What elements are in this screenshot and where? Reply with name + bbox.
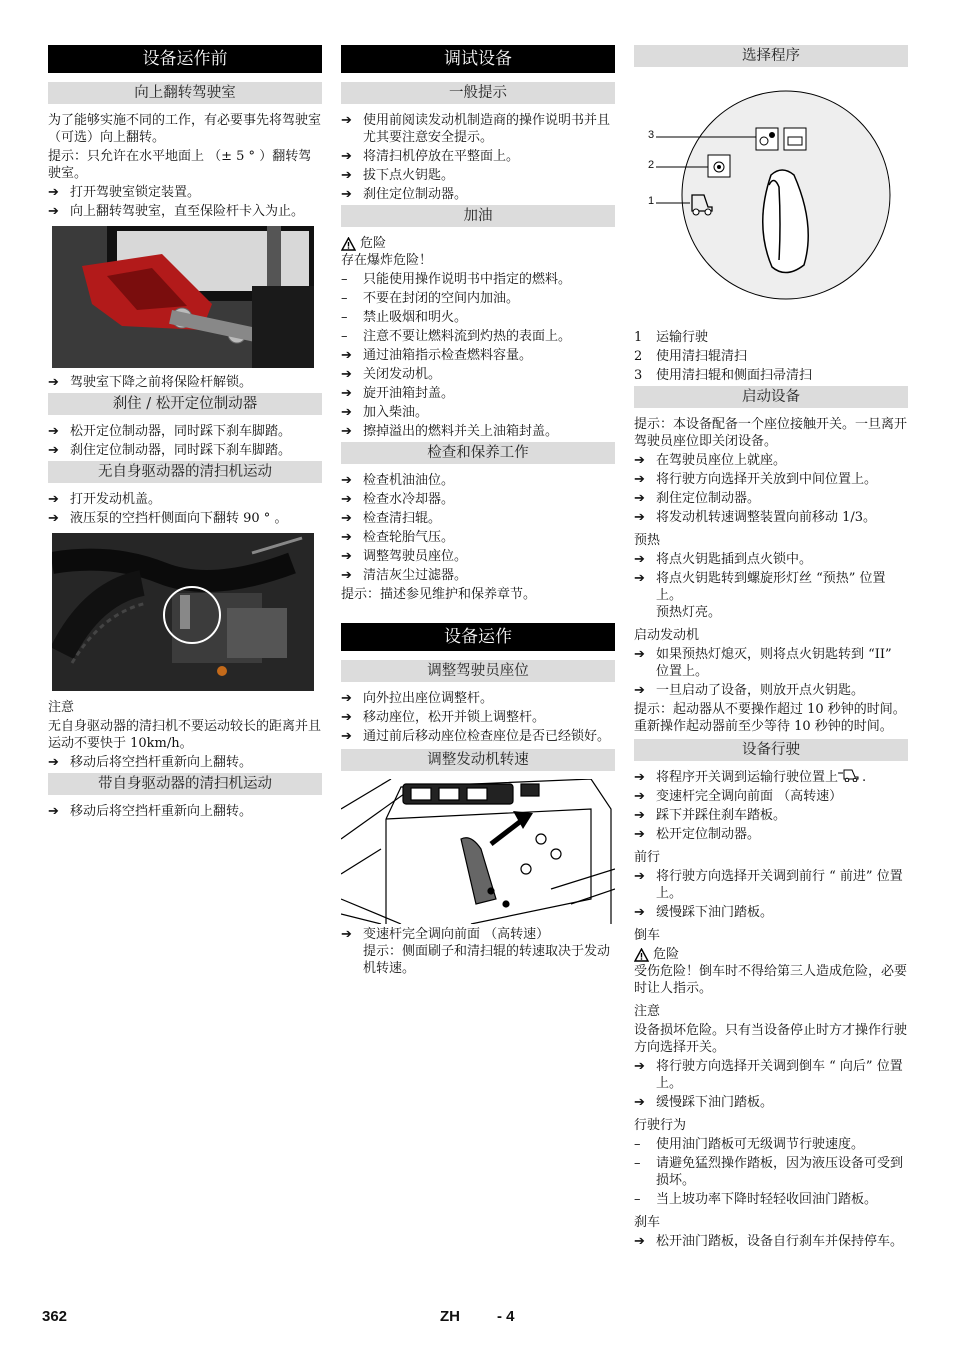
arrow-icon: ➔	[634, 453, 645, 468]
warning-text: 存在爆炸危险！	[341, 253, 433, 268]
arrow-icon: ➔	[48, 443, 59, 458]
arrow-icon: ➔	[341, 473, 352, 488]
arrow-icon: ➔	[48, 204, 59, 219]
danger-label: 危险	[341, 235, 615, 252]
subheading: 加油	[341, 205, 615, 227]
driving-behavior-label: 行驶行为	[634, 1118, 687, 1133]
arrow-icon: ➔	[634, 1095, 645, 1110]
list-item: ➔ 旋开油箱封盖。	[341, 386, 455, 401]
list-item: ➔ 刹住定位制动器。	[341, 187, 468, 202]
list-item: ➔ 清洁灰尘过滤器。	[341, 568, 468, 583]
subheading: 启动设备	[634, 386, 908, 408]
reverse-label: 倒车	[634, 928, 661, 943]
list-item: ➔ 打开驾驶室锁定装置。	[48, 185, 201, 200]
list-item: ➔ 将清扫机停放在平整面上。	[341, 149, 520, 164]
hint: 提示：本设备配备一个座位接触开关。一旦离开驾驶员座位即关闭设备。	[634, 417, 908, 449]
preheat-label: 预热	[634, 533, 661, 548]
list-item: ➔ 变速杆完全调向前面 （高转速）	[634, 789, 843, 804]
arrow-icon: ➔	[634, 789, 645, 804]
list-item: ➔ 将行驶方向选择开关放到中间位置上。	[634, 472, 878, 487]
arrow-icon: ➔	[48, 185, 59, 200]
arrow-icon: ➔	[341, 927, 352, 942]
arrow-icon: ➔	[634, 1059, 645, 1074]
list-item: ➔ 液压泵的空挡杆侧面向下翻转 90 ° 。	[48, 511, 288, 526]
dial-label-2: 2	[648, 159, 655, 171]
list-item: ➔ 向外拉出座位调整杆。	[341, 691, 494, 706]
arrow-icon: ➔	[634, 647, 645, 662]
list-item: ➔ 在驾驶员座位上就座。	[634, 453, 787, 468]
sweeper-roller-icon	[708, 155, 730, 177]
arrow-icon: ➔	[341, 424, 352, 439]
arrow-icon: ➔	[634, 808, 645, 823]
list-item: 2 使用清扫辊清扫	[634, 349, 748, 364]
arrow-icon: ➔	[48, 375, 59, 390]
section-title: 设备运作	[341, 623, 615, 651]
arrow-icon: ➔	[634, 1234, 645, 1249]
arrow-icon: ➔	[341, 187, 352, 202]
list-item: ➔ 将行驶方向选择开关调到倒车 “ 向后” 位置上。	[634, 1059, 903, 1091]
list-item: ➔ 刹住定位制动器。	[634, 491, 761, 506]
note-label: 注意	[634, 1004, 661, 1019]
list-item: ➔ 如果预热灯熄灭，则将点火钥匙转到 “II” 位置上。	[634, 647, 892, 679]
warning-icon	[634, 948, 649, 962]
arrow-icon: ➔	[634, 510, 645, 525]
transport-drive-icon	[838, 769, 862, 782]
cab-lock-photo	[52, 226, 314, 368]
list-item: ➔ 缓慢踩下油门踏板。	[634, 905, 774, 920]
arrow-icon: ➔	[341, 691, 352, 706]
subheading: 调整发动机转速	[341, 749, 615, 771]
program-dial-diagram	[634, 75, 908, 323]
list-item: ➔ 松开定位制动器。	[634, 827, 761, 842]
danger-text: 受伤危险！倒车时不得给第三人造成危险，必要时让人指示。	[634, 964, 908, 996]
forward-label: 前行	[634, 850, 661, 865]
danger-label: 危险	[634, 946, 908, 963]
arrow-icon: ➔	[634, 683, 645, 698]
arrow-icon: ➔	[341, 168, 352, 183]
list-item: ➔ 将行驶方向选择开关调到前行 “ 前进” 位置上。	[634, 869, 903, 901]
list-item: ➔ 踩下并踩住刹车踏板。	[634, 808, 787, 823]
list-item: ➔ 向上翻转驾驶室，直至保险杆卡入为止。	[48, 204, 305, 219]
arrow-icon: ➔	[341, 568, 352, 583]
subheading: 选择程序	[634, 45, 908, 67]
subheading: 无自身驱动器的清扫机运动	[48, 461, 322, 483]
section-title: 调试设备	[341, 45, 615, 73]
list-item: ➔ 检查轮胎气压。	[341, 530, 455, 545]
list-item: ➔ 松开定位制动器，同时踩下刹车脚踏。	[48, 424, 292, 439]
list-item: ➔ 将点火钥匙转到螺旋形灯丝 “预热” 位置上。 预热灯亮。	[634, 571, 886, 620]
list-item: ➔ 移动后将空挡杆重新向上翻转。	[48, 755, 253, 770]
list-item: ➔ 加入柴油。	[341, 405, 429, 420]
arrow-icon: ➔	[341, 149, 352, 164]
arrow-icon: ➔	[341, 405, 352, 420]
arrow-icon: ➔	[48, 804, 59, 819]
note: 无自身驱动器的清扫机不要运动较长的距离并且运动不要快于 10km/h。	[48, 719, 322, 751]
list-item: ➔ 通过油箱指示检查燃料容量。	[341, 348, 533, 363]
brake-label: 刹车	[634, 1215, 661, 1230]
list-item: – 当上坡功率下降时轻轻收回油门踏板。	[634, 1192, 878, 1207]
list-item: ➔ 关闭发动机。	[341, 367, 442, 382]
arrow-icon: ➔	[341, 386, 352, 401]
list-item: ➔ 打开发动机盖。	[48, 492, 162, 507]
list-item: 1 运输行驶	[634, 330, 709, 345]
arrow-icon: ➔	[341, 348, 352, 363]
arrow-icon: ➔	[634, 770, 645, 785]
list-item: ➔ 拔下点火钥匙。	[341, 168, 455, 183]
dial-label-3: 3	[648, 129, 655, 141]
list-item: ➔ 刹住定位制动器，同时踩下刹车脚踏。	[48, 443, 292, 458]
arrow-icon: ➔	[634, 571, 645, 586]
list-item: – 使用油门踏板可无级调节行驶速度。	[634, 1137, 865, 1152]
column-3	[634, 45, 908, 1252]
arrow-icon: ➔	[634, 827, 645, 842]
list-item: ➔ 检查清扫辊。	[341, 511, 442, 526]
language-code: ZH	[440, 1308, 460, 1325]
list-item: ➔ 变速杆完全调向前面 （高转速） 提示：侧面刷子和清扫辊的转速取决于发动机转速。	[341, 927, 611, 976]
note: 设备损坏危险。只有当设备停止时方才操作行驶方向选择开关。	[634, 1023, 908, 1055]
section-title: 设备运作前	[48, 45, 322, 73]
arrow-icon: ➔	[634, 491, 645, 506]
dial-label-1: 1	[648, 195, 655, 207]
list-item: ➔ 将程序开关调到运输行驶位置上 .	[634, 770, 867, 785]
arrow-icon: ➔	[341, 367, 352, 382]
note-label: 注意	[48, 700, 75, 715]
list-item: ➔ 检查水冷却器。	[341, 492, 455, 507]
list-item: ➔ 移动后将空挡杆重新向上翻转。	[48, 804, 253, 819]
list-item: ➔ 松开油门踏板，设备自行刹车并保持停车。	[634, 1234, 904, 1249]
subheading: 设备行驶	[634, 739, 908, 761]
subheading: 调整驾驶员座位	[341, 660, 615, 682]
list-item: ➔ 将发动机转速调整装置向前移动 1/3。	[634, 510, 877, 525]
warning-icon	[341, 237, 356, 251]
arrow-icon: ➔	[634, 472, 645, 487]
list-item: ➔ 移动座位，松开并锁上调整杆。	[341, 710, 546, 725]
arrow-icon: ➔	[341, 530, 352, 545]
engine-speed-drawing	[341, 779, 615, 924]
arrow-icon: ➔	[48, 492, 59, 507]
page-number: 362	[42, 1308, 68, 1325]
list-item: ➔ 通过前后移动座位检查座位是否已经锁好。	[341, 729, 611, 744]
arrow-icon: ➔	[634, 869, 645, 884]
neutral-lever-photo	[52, 533, 314, 691]
arrow-icon: ➔	[48, 755, 59, 770]
list-item: – 注意不要让燃料流到灼热的表面上。	[341, 329, 572, 344]
arrow-icon: ➔	[341, 113, 352, 128]
list-item: ➔ 缓慢踩下油门踏板。	[634, 1095, 774, 1110]
hint: 提示：只允许在水平地面上 （± 5 ° ）翻转驾驶室。	[48, 149, 312, 181]
list-item: ➔ 将点火钥匙插到点火锁中。	[634, 552, 813, 567]
column-1	[48, 45, 322, 822]
subheading: 检查和保养工作	[341, 442, 615, 464]
hint: 提示：描述参见维护和保养章节。	[341, 587, 537, 602]
list-item: – 只能使用操作说明书中指定的燃料。	[341, 272, 572, 287]
subheading: 刹住 / 松开定位制动器	[48, 393, 322, 415]
arrow-icon: ➔	[48, 424, 59, 439]
list-item: ➔ 擦掉溢出的燃料并关上油箱封盖。	[341, 424, 559, 439]
list-item: – 请避免猛烈操作踏板，因为液压设备可受到损坏。	[634, 1156, 904, 1188]
hint: 提示：起动器从不要操作超过 10 秒钟的时间。重新操作起动器前至少等待 10 秒钟的时间。	[634, 702, 906, 734]
list-item: ➔ 调整驾驶员座位。	[341, 549, 468, 564]
list-item: ➔ 驾驶室下降之前将保险杆解锁。	[48, 375, 253, 390]
arrow-icon: ➔	[341, 549, 352, 564]
arrow-icon: ➔	[341, 511, 352, 526]
list-item: ➔ 检查机油油位。	[341, 473, 455, 488]
arrow-icon: ➔	[341, 729, 352, 744]
list-item: – 禁止吸烟和明火。	[341, 310, 468, 325]
list-item: 3 使用清扫辊和侧面扫帚清扫	[634, 368, 813, 383]
list-item: ➔ 使用前阅读发动机制造商的操作说明书并且尤其要注意安全提示。	[341, 113, 611, 145]
arrow-icon: ➔	[341, 492, 352, 507]
subheading: 向上翻转驾驶室	[48, 82, 322, 104]
section-page-number: - 4	[497, 1308, 515, 1325]
arrow-icon: ➔	[634, 905, 645, 920]
column-2	[341, 45, 615, 979]
arrow-icon: ➔	[634, 552, 645, 567]
start-engine-label: 启动发动机	[634, 628, 700, 643]
subheading: 一般提示	[341, 82, 615, 104]
subheading: 带自身驱动器的清扫机运动	[48, 773, 322, 795]
list-item: – 不要在封闭的空间内加油。	[341, 291, 520, 306]
arrow-icon: ➔	[341, 710, 352, 725]
arrow-icon: ➔	[48, 511, 59, 526]
paragraph: 为了能够实施不同的工作，有必要事先将驾驶室 （可选）向上翻转。	[48, 113, 322, 145]
list-item: ➔ 一旦启动了设备，则放开点火钥匙。	[634, 683, 865, 698]
